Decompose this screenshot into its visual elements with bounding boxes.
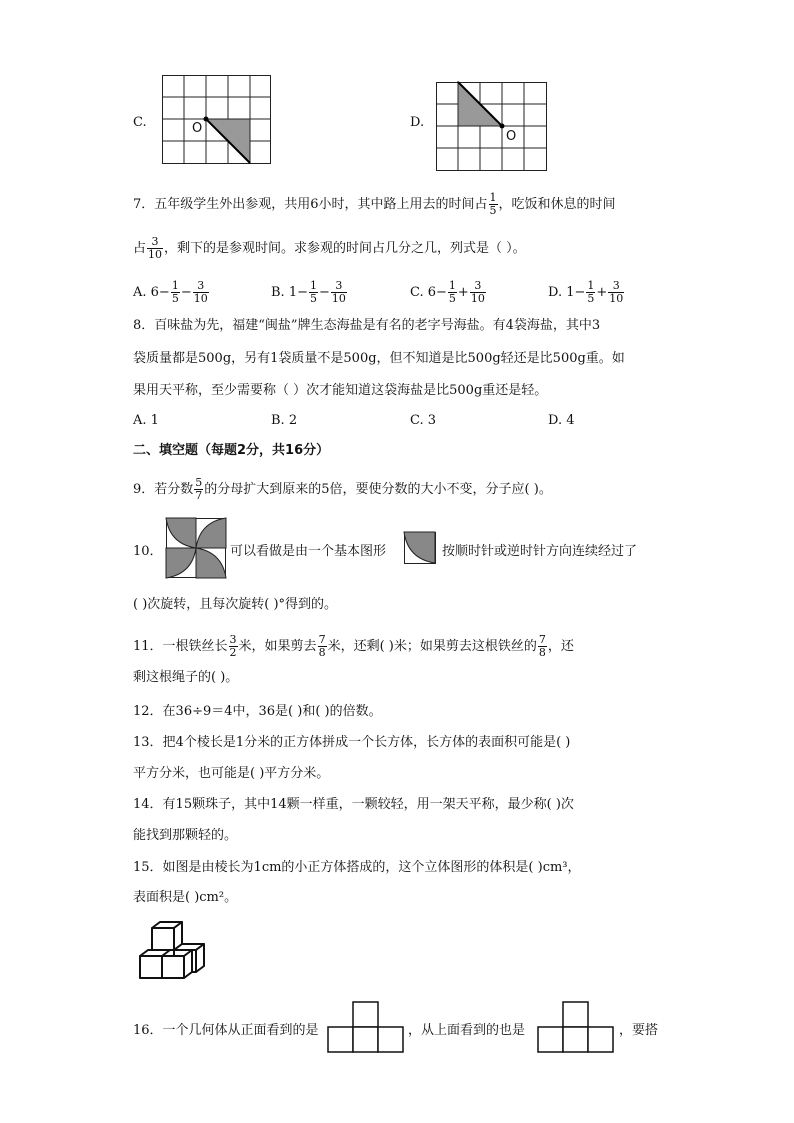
- option-d-grid-figure: [436, 82, 548, 172]
- q7-option-a[interactable]: A. 6− $\frac{1}{5}$ − $\frac{3}{10}$: [133, 279, 208, 305]
- q7-line1: [133, 192, 616, 217]
- q13-line1: 13．把4个棱长是1分米的正方体拼成一个长方体，长方体的表面积可能是( ): [133, 735, 571, 750]
- q13-line2: 平方分米，也可能是( )平方分米。: [133, 766, 330, 781]
- option-d-point-o: O: [506, 129, 517, 144]
- q8-line2: 袋质量都是500g，另有1袋质量不是500g，但不知道是比500g轻还是比500g重。如: [133, 351, 625, 366]
- q7-line2-head: 占: [133, 241, 147, 256]
- q7-text: 7．五年级学生外出参观，共用6小时，其中路上用去的时间占: [133, 197, 488, 212]
- q7-option-b[interactable]: B. 1− $\frac{1}{5}$ − $\frac{3}{10}$: [271, 279, 346, 305]
- q16-tail: ，要搭: [619, 1023, 659, 1038]
- q10-tail-text: 按顺时针或逆时针方向连续经过了: [442, 544, 638, 559]
- q11-fraction-1: $\frac{3}{2}$: [229, 633, 237, 659]
- q16-mid: ，从上面看到的也是: [408, 1023, 526, 1038]
- q7-line2-tail: ，剩下的是参观时间。求参观的时间占几分之几，列式是（ ）。: [164, 241, 526, 256]
- q8-line1: 8．百味盐为先，福建“闽盐”牌生态海盐是有名的老字号海盐。有4袋海盐，其中3: [133, 318, 601, 333]
- q8-option-a[interactable]: A. 1: [133, 413, 159, 428]
- pinwheel-figure: [166, 518, 226, 578]
- q8-option-d[interactable]: D. 4: [548, 413, 575, 428]
- q7-line2: [133, 236, 526, 261]
- front-view-figure: [327, 1001, 405, 1053]
- q14-line1: 14．有15颗珠子，其中14颗一样重，一颗较轻，用一架天平称，最少称( )次: [133, 797, 574, 812]
- q11-fraction-3: $\frac{7}{8}$: [538, 633, 546, 659]
- q15-line2: 表面积是( )cm²。: [133, 890, 238, 905]
- q9-line: [133, 477, 552, 502]
- q7-fraction-2: $\frac{3}{10}$: [148, 235, 163, 261]
- q10-mid-text: 可以看做是由一个基本图形: [230, 544, 387, 559]
- q8-line3: 果用天平称，至少需要称（ ）次才能知道这袋海盐是比500g重还是轻。: [133, 383, 548, 398]
- top-view-figure: [537, 1001, 615, 1053]
- q11-line1: 11．一根铁丝长 $\frac{3}{2}$ 米，如果剪去 $\frac{7}{8}$ 米，还剩( )米；如果剪去这根铁丝的 $\frac{7}{8}$ ，还: [133, 633, 574, 659]
- option-c-grid-figure: [162, 75, 272, 165]
- option-c-point-o: O: [192, 121, 203, 136]
- q9-tail: 的分母扩大到原来的5倍，要使分数的大小不变，分子应( )。: [204, 482, 552, 497]
- section-2-title: 二、填空题（每题2分，共16分）: [133, 443, 330, 458]
- q14-line2: 能找到那颗轻的。: [133, 828, 238, 843]
- option-c-label: C.: [133, 115, 147, 130]
- q9-fraction: $\frac{5}{7}$: [195, 476, 203, 502]
- q9-head: 9．若分数: [133, 482, 194, 497]
- cube-stack-figure: [138, 920, 208, 988]
- q8-option-c[interactable]: C. 3: [410, 413, 437, 428]
- option-d-label: D.: [410, 115, 425, 130]
- q12-line: 12．在36÷9＝4中，36是( )和( )的倍数。: [133, 704, 382, 719]
- q8-option-b[interactable]: B. 2: [271, 413, 298, 428]
- q11-fraction-2: $\frac{7}{8}$: [318, 633, 326, 659]
- q11-line2: 剩这根绳子的( )。: [133, 670, 239, 685]
- q7-fraction-1: $\frac{1}{5}$: [489, 191, 497, 217]
- basic-shape-figure: [404, 532, 436, 564]
- q15-line1: 15．如图是由棱长为1cm的小正方体搭成的，这个立体图形的体积是( )cm³，: [133, 860, 581, 875]
- q16-head: 16．一个几何体从正面看到的是: [133, 1023, 319, 1038]
- q7-option-d[interactable]: D. 1− $\frac{1}{5}$ + $\frac{3}{10}$: [548, 279, 624, 305]
- q10-number: 10．: [133, 544, 163, 559]
- q10-line2: ( )次旋转，且每次旋转( )°得到的。: [133, 597, 338, 612]
- q7-text-tail: ，吃饭和休息的时间: [498, 197, 616, 212]
- q7-option-c[interactable]: C. 6− $\frac{1}{5}$ + $\frac{3}{10}$: [410, 279, 485, 305]
